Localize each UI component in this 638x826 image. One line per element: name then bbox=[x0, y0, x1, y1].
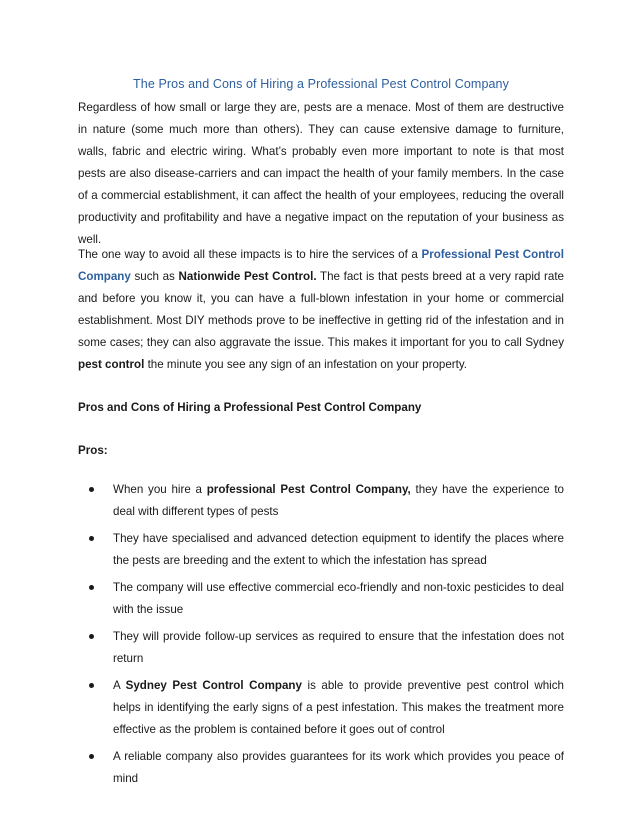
list-item-bold: Sydney Pest Control Company bbox=[125, 679, 302, 692]
bullet-icon bbox=[89, 585, 94, 590]
intro-paragraph: Regardless of how small or large they are, pests are a menace. Most of them are destructive in nature (some much more than others). They can cause extensive damage to furniture, walls, fabric and electric wiring. What’s probably even more important to note is that most pests are also disease-carriers and can impact the health of your family members. In the case of a commercial establishment, it can affect the health of your employees, reducing the overall productivity and profitability and have a negative impact on the reputation of your business as well. bbox=[78, 101, 564, 246]
paragraph-text: The fact is that pests breed at a very rapid rate and before you know it, you can have a full-blown infestation in your home or commercial establishment. Most DIY methods prove to be ineffective in getting rid of the infestation and in some cases; they can also aggravate the issue. This makes it important for you to call Sydney bbox=[78, 270, 565, 349]
section-heading: Pros and Cons of Hiring a Professional Pest Control Company bbox=[78, 401, 422, 414]
list-item bbox=[78, 626, 564, 670]
paragraph-text: the minute you see any sign of an infestation on your property. bbox=[144, 358, 468, 371]
company-name: Nationwide Pest Control. bbox=[178, 270, 317, 283]
list-item-text: They have specialised and advanced detection equipment to identify the places where the pests are breeding and the extent to which the infestation has spread bbox=[113, 532, 564, 567]
second-paragraph bbox=[78, 244, 564, 376]
list-item bbox=[78, 577, 564, 621]
bullet-icon bbox=[89, 487, 94, 492]
paragraph-text: The one way to avoid all these impacts is to hire the services of a bbox=[78, 248, 422, 261]
list-item bbox=[78, 528, 564, 572]
list-item bbox=[78, 479, 564, 523]
list-item-bold: professional Pest Control Company, bbox=[206, 483, 411, 496]
list-item-text: A bbox=[113, 679, 126, 692]
pros-heading: Pros: bbox=[78, 444, 108, 457]
bullet-icon bbox=[89, 683, 94, 688]
paragraph-text: such as bbox=[130, 270, 179, 283]
list-item-text: is able to provide preventive pest control which helps in identifying the early signs of a pest infestation. This makes the treatment more effective as the problem is contained before it goes out of control bbox=[113, 679, 564, 736]
list-item-text: When you hire a bbox=[113, 483, 207, 496]
bullet-icon bbox=[89, 536, 94, 541]
bullet-icon bbox=[89, 754, 94, 759]
pros-list bbox=[78, 479, 564, 795]
list-item-text: The company will use effective commercial eco-friendly and non-toxic pesticides to deal with the issue bbox=[113, 581, 564, 616]
pest-control-keyword: pest control bbox=[78, 358, 145, 371]
list-item bbox=[78, 675, 564, 741]
document-title: The Pros and Cons of Hiring a Professional Pest Control Company bbox=[133, 77, 509, 91]
bullet-icon bbox=[89, 634, 94, 639]
list-item bbox=[78, 746, 564, 790]
professional-pest-control-link[interactable]: Professional Pest Control Company bbox=[78, 248, 564, 283]
list-item-text: A reliable company also provides guarantees for its work which provides you peace of mind bbox=[113, 750, 564, 785]
list-item-text: they have the experience to deal with different types of pests bbox=[113, 483, 564, 518]
list-item-text: They will provide follow-up services as required to ensure that the infestation does not return bbox=[113, 630, 564, 665]
